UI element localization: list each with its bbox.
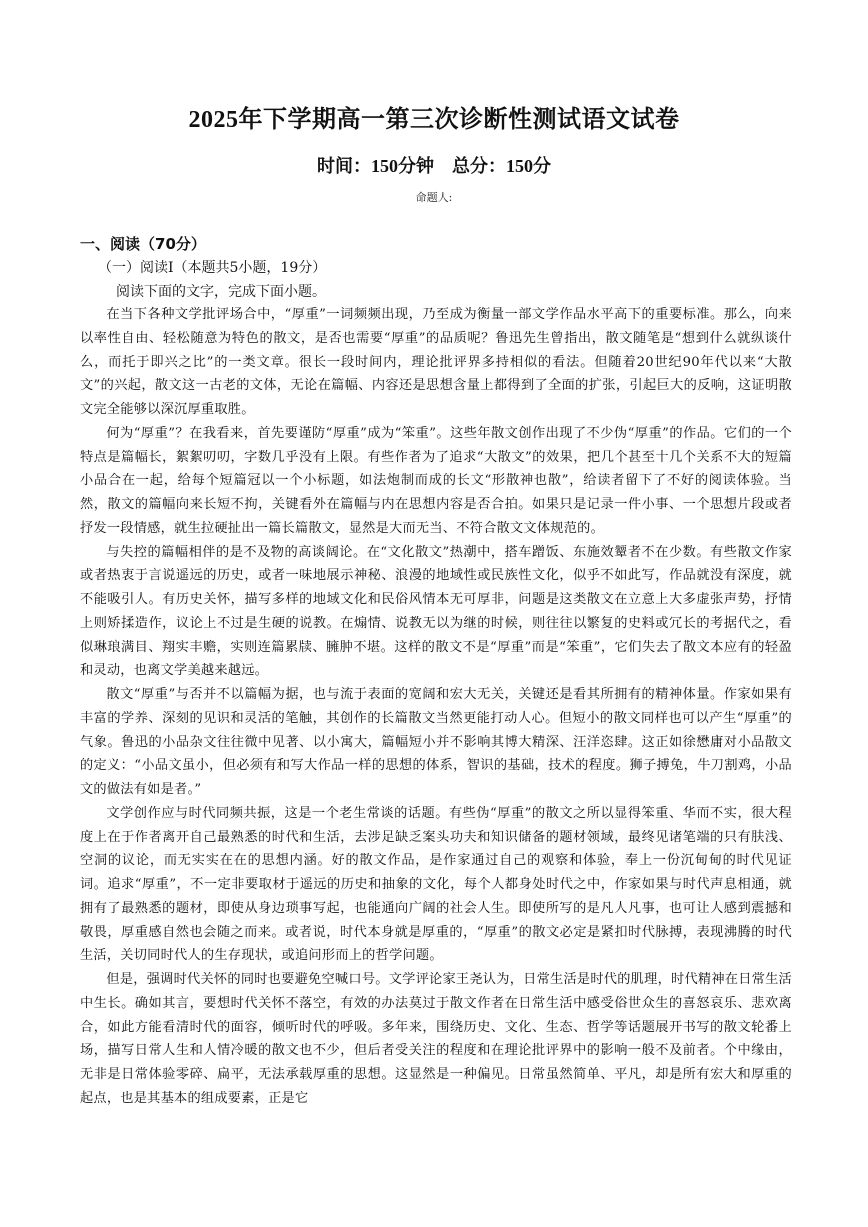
article-paragraph: 但是，强调时代关怀的同时也要避免空喊口号。文学评论家王尧认为，日常生活是时代的肌理，时代精神在日常生活中生长。确如其言，要想时代关怀不落空，有效的办法莫过于散文作者在日常生活中感受俗世众生的喜怒哀乐、悲欢离合，如此方能看清时代的面容，倾听时代的呼吸。多年来，围绕历史、文化、生态、哲学等话题展开书写的散文轮番上场，描写日常人生和人情冷暖的散文也不少，但后者受关注的程度和在理论批评界中的影响一般不及前者。个中缘由，无非是日常体验零碎、扁平，无法承载厚重的思想。这显然是一种偏见。日常虽然简单、平凡，却是所有宏大和厚重的起点，也是其基本的组成要素，正是它 [80, 972, 792, 1106]
article-paragraph: 何为“厚重”？在我看来，首先要谨防“厚重”成为“笨重”。这些年散文创作出现了不少伪“厚重”的作品。它们的一个特点是篇幅长，絮絮叨叨，字数几乎没有上限。有些作者为了追求“大散文”的效果，把几个甚至十几个关系不大的短篇小品合在一起，给每个短篇冠以一个小标题，如法炮制而成的长文“形散神也散”，给读者留下了不好的阅读体验。当然，散文的篇幅向来长短不拘，关键看外在篇幅与内在思想内容是否合拍。如果只是记录一件小事、一个思想片段或者抒发一段情感，就生拉硬扯出一篇长篇散文，显然是大而无当、不符合散文文体规范的。 [80, 425, 792, 536]
section-heading: 一、阅读（70分） [80, 235, 206, 253]
reading-instruction: 阅读下面的文字，完成下面小题。 [116, 284, 326, 300]
article-paragraph: 与失控的篇幅相伴的是不及物的高谈阔论。在“文化散文”热潮中，搭车蹭饭、东施效颦者不在少数。有些散文作家或者热衷于言说遥远的历史，或者一味地展示神秘、浪漫的地域性或民族性文化，似乎不如此写，作品就没有深度，就不能吸引人。有历史关怀，描写多样的地域文化和民俗风情本无可厚非，问题是这类散文在立意上大多虚张声势，抒情上则矫揉造作，议论上不过是生硬的说教。在煽情、说教无以为继的时候，则往往以繁复的史料或冗长的考据代之，看似琳琅满目、翔实丰赡，实则连篇累牍、臃肿不堪。这样的散文不是“厚重”而是“笨重”，它们失去了散文本应有的轻盈和灵动，也离文学美越来越远。 [80, 544, 792, 679]
question-setter: 命题人: [415, 191, 453, 204]
exam-title: 2025年下学期高一第三次诊断性测试语文试卷 [188, 107, 680, 133]
subsection-heading: （一）阅读I（本题共5小题，19分） [98, 260, 327, 276]
article-paragraph: 散文“厚重”与否并不以篇幅为据，也与流于表面的宽阔和宏大无关，关键还是看其所拥有的精神体量。作家如果有丰富的学养、深刻的见识和灵活的笔触，其创作的长篇散文当然更能打动人心。但短小的散文同样也可以产生“厚重”的气象。鲁迅的小品杂文往往微中见著、以小寓大，篇幅短小并不影响其博大精深、汪洋恣肆。这正如徐懋庸对小品散文的定义：“小品文虽小，但必须有和写大作品一样的思想的体系，智识的基础，技术的程度。狮子搏兔，牛刀割鸡，小品文的做法有如是者。” [80, 687, 792, 797]
article-body [80, 303, 792, 1111]
article-paragraph: 文学创作应与时代同频共振，这是一个老生常谈的话题。有些伪“厚重”的散文之所以显得笨重、华而不实，很大程度上在于作者离开自己最熟悉的时代和生活，去涉足缺乏案头功夫和知识储备的题材领域，最终见诸笔端的只有肤浅、空洞的议论，而无实实在在的思想内涵。好的散文作品，是作家通过自己的观察和体验，奉上一份沉甸甸的时代见证词。追求“厚重”，不一定非要取材于遥远的历史和抽象的文化，每个人都身处时代之中，作家如果与时代声息相通，就拥有了最熟悉的题材，即使从身边琐事写起，也能通向广阔的社会人生。即使所写的是凡人凡事，也可让人感到震撼和敬畏，厚重感自然也会随之而来。或者说，时代本身就是厚重的，“厚重”的散文必定是紧扣时代脉搏，表现沸腾的时代生活，关切同时代人的生存现状，或追问形而上的哲学问题。 [80, 805, 792, 964]
exam-time-and-score: 时间：150分钟 总分：150分 [317, 156, 551, 176]
article-paragraph: 在当下各种文学批评场合中，“厚重”一词频频出现，乃至成为衡量一部文学作品水平高下的重要标准。那么，向来以率性自由、轻松随意为特色的散文，是否也需要“厚重”的品质呢？鲁迅先生曾指出，散文随笔是“想到什么就纵谈什么，而托于即兴之比”的一类文章。很长一段时间内，理论批评界多持相似的看法。但随着20世纪90年代以来“大散文”的兴起，散文这一古老的文体，无论在篇幅、内容还是思想含量上都得到了全面的扩张，引起巨大的反响，这证明散文完全能够以深沉厚重取胜。 [80, 307, 792, 417]
